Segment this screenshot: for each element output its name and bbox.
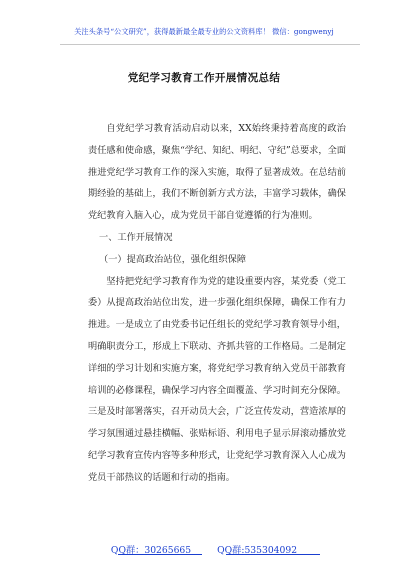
- qq-group-link-1[interactable]: QQ群：30265665: [110, 545, 192, 556]
- intro-paragraph: 自党纪学习教育活动启动以来，XX始终秉持着高度的政治责任感和使命感，聚焦“学纪、知纪、明纪、守纪”总要求，全面推进党纪学习教育工作的深入实施，取得了显著成效。在总结前期经验的基础上，我们不断创新方式方法，丰富学习载体，确保党纪教育入脑入心，成为党员干部自觉遵循的行为准则。: [88, 123, 346, 222]
- qq-group-link-2[interactable]: QQ群:535304092: [217, 545, 298, 556]
- header-divider: [60, 44, 360, 45]
- document-title: 党纪学习教育工作开展情况总结: [127, 72, 281, 84]
- footer-contacts: [0, 542, 408, 556]
- header-notice: 关注头条号“公文研究”，获得最新最全最专业的公文资料库！ 微信：gongwenyj: [74, 27, 334, 36]
- section-heading: 一、工作开展情况: [99, 231, 173, 243]
- subsection-heading: （一）提高政治站位，强化组织保障: [99, 253, 247, 265]
- body-paragraph: 坚持把党纪学习教育作为党的建设重要内容，某党委（党工委）从提高政治站位出发，进一步强化组织保障，确保工作有力推进。一是成立了由党委书记任组长的党纪学习教育领导小组，明确职责分工，形成上下联动、齐抓共管的工作格局。二是制定详细的学习计划和实施方案，将党纪学习教育纳入党员干部教育培训的必修课程，确保学习内容全面覆盖、学习时间充分保障。三是及时部署落实，召开动员大会，广泛宣传发动，营造浓厚的学习氛围通过悬挂横幅、张贴标语、利用电子显示屏滚动播放党纪学习教育宣传内容等多种形式，让党纪学习教育深入人心成为党员干部热议的话题和行动的指南。: [88, 275, 346, 483]
- qq-link-2-underline: [226, 554, 320, 555]
- document-body: [88, 118, 346, 489]
- qq-link-1-underline: [118, 554, 202, 555]
